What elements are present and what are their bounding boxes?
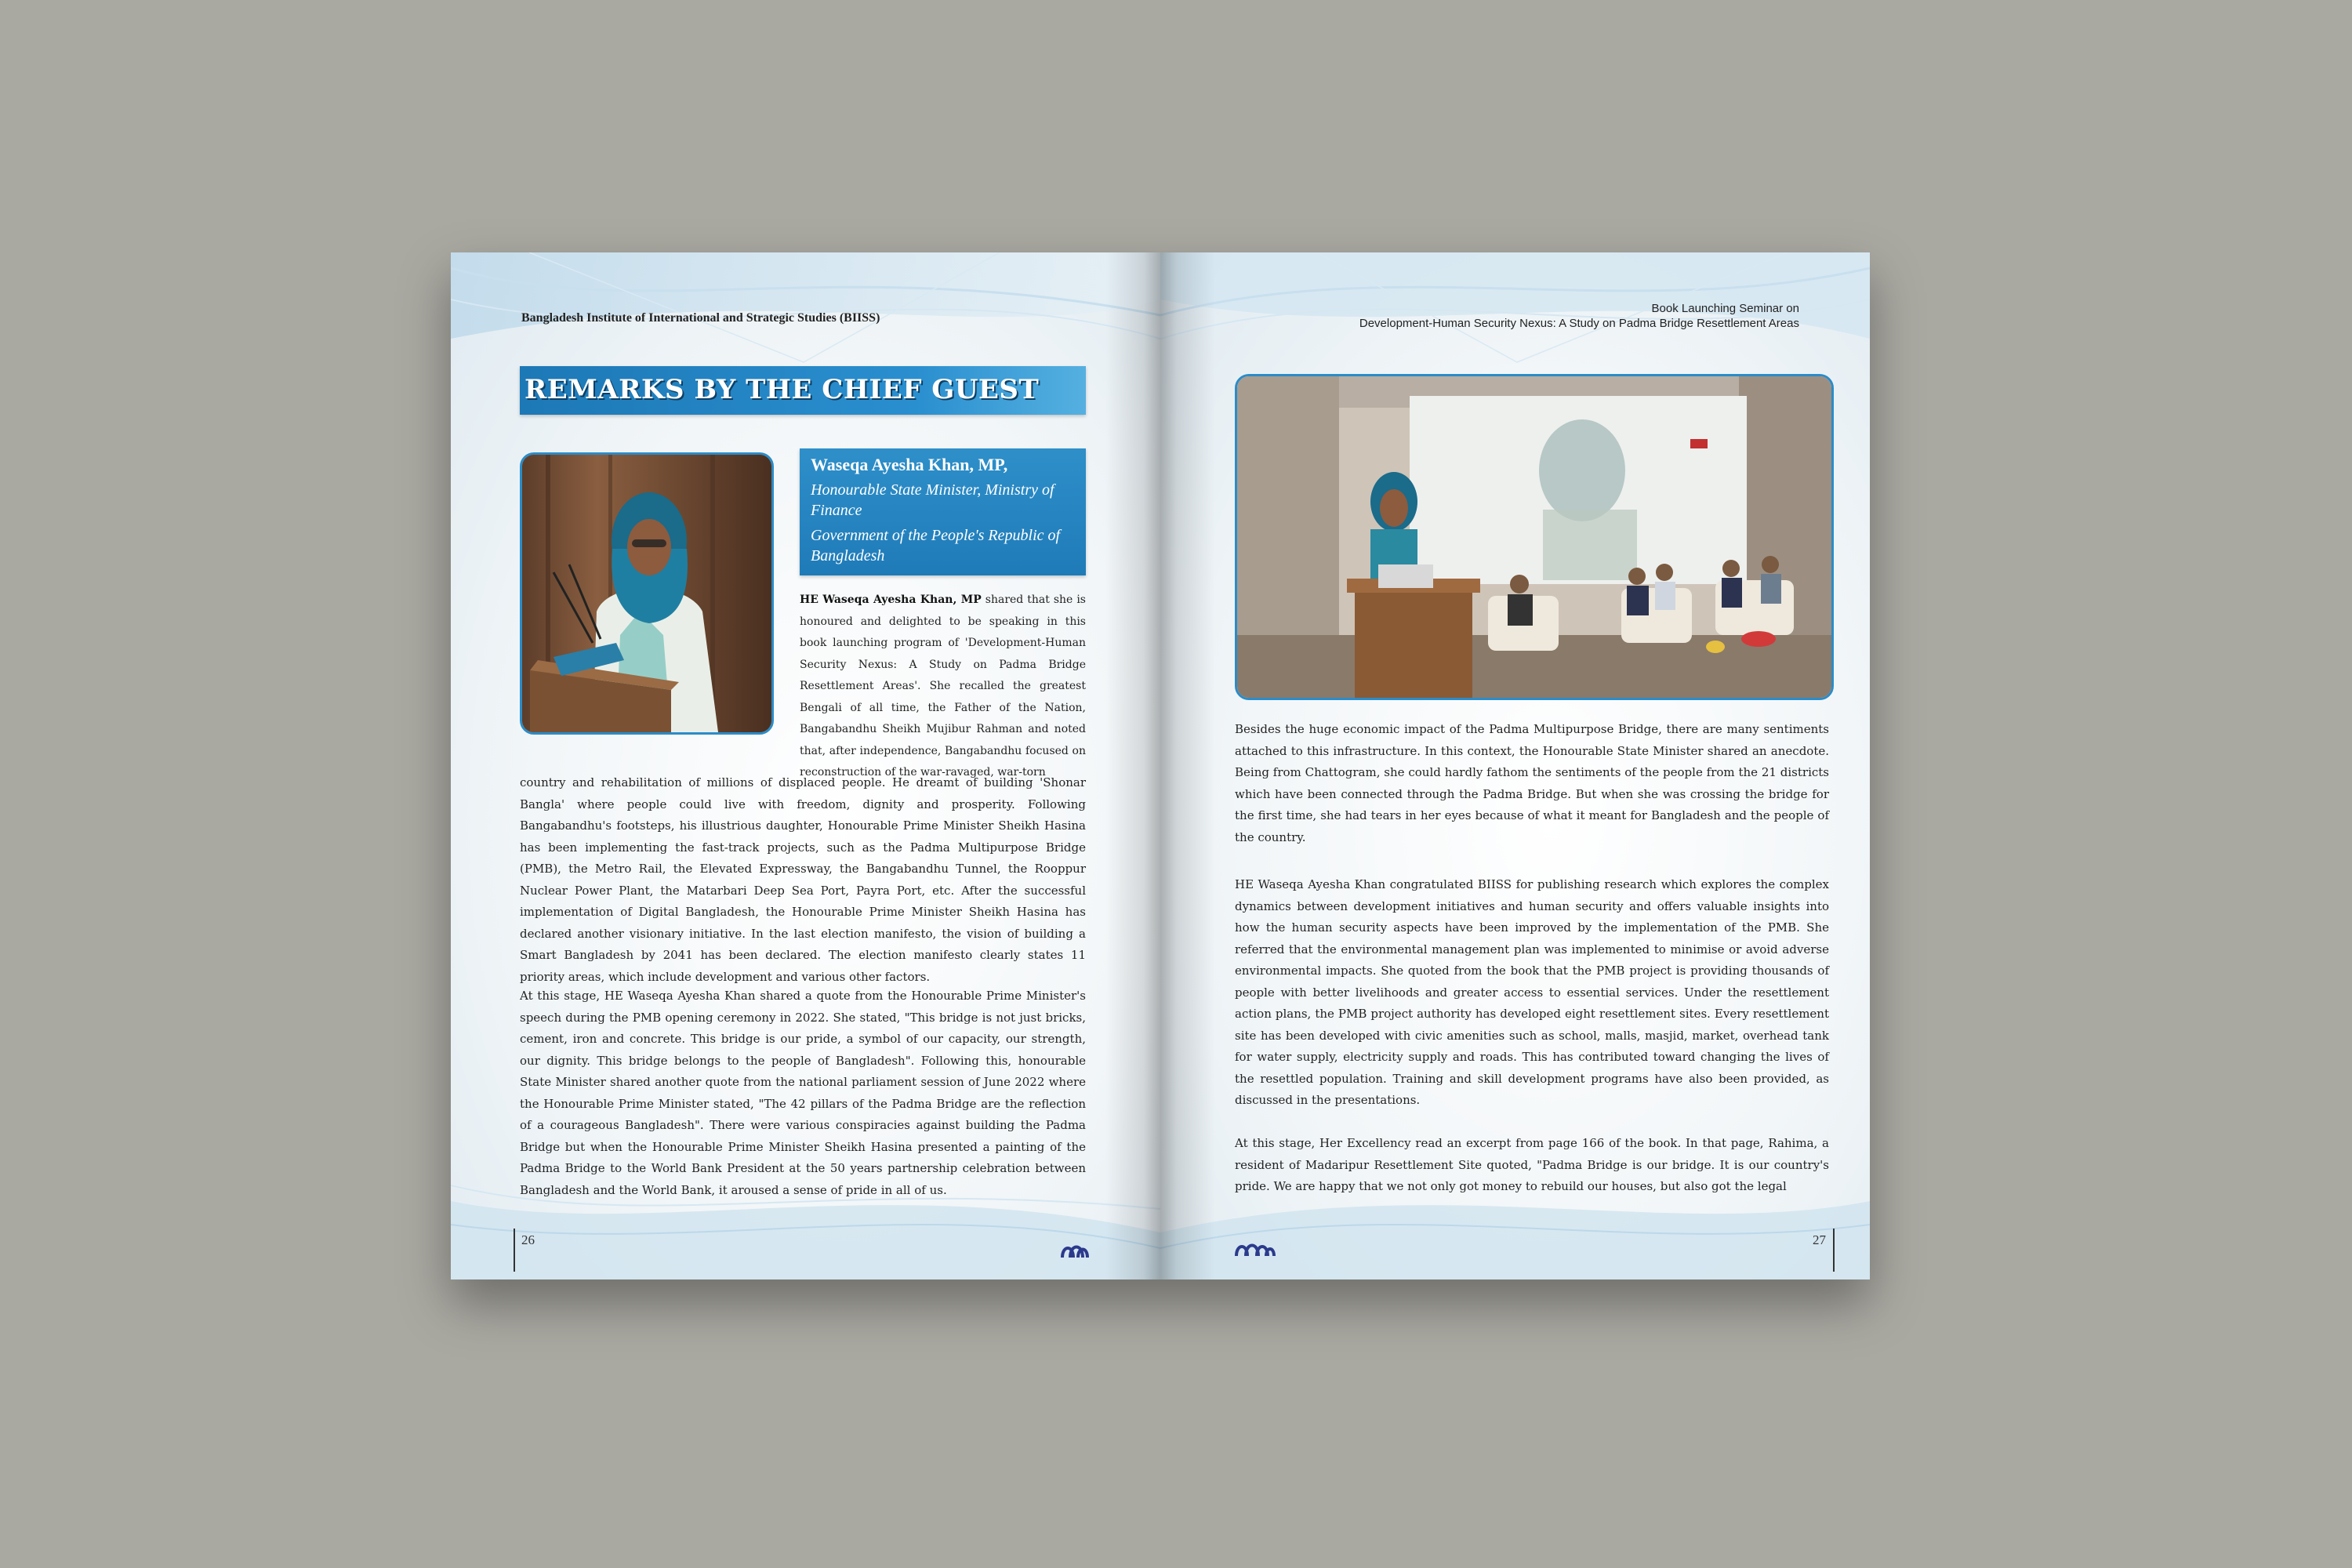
header-right-line2: Development-Human Security Nexus: A Study on Padma Bridge Resettlement Areas: [1359, 317, 1799, 330]
right-paragraph-2-text: HE Waseqa Ayesha Khan congratulated BIISS for publishing research which explores the complex dynamics between development initiatives and human security and offers valuable insights into how the human security aspects have been improved by the implementation of the PMB. She referred that the environmental management plan was implemented to minimise or avoid adverse environmental impacts. She quoted from the book that the PMB project is providing thousands of people with better livelihoods and greater access to essential services. Under the resettlement action plans, the PMB project authority has developed eight resettlement sites. Every resettlement site has been developed with civic amenities such as school, malls, masjid, market, overhead tank for water supply, electricity supply and roads. This has contributed toward changing the lives of the resettled population. Training and skill development programs have also been provided, as discussed in the presentations.: [1235, 877, 1829, 1107]
biiss-logo-icon: [1061, 1240, 1089, 1259]
page-number-left: 26: [521, 1232, 535, 1247]
intro-paragraph: [800, 590, 1086, 784]
right-paragraph-1: [1235, 719, 1829, 848]
header-right-line1: Book Launching Seminar on: [1651, 302, 1799, 315]
right-page: [1160, 252, 1870, 1279]
chief-guest-photo: [520, 452, 774, 735]
biiss-logo-icon-right: [1235, 1239, 1276, 1258]
open-book: [451, 252, 1870, 1279]
right-paragraph-3-text: At this stage, Her Excellency read an excerpt from page 166 of the book. In that page, Rahima, a resident of Madaripur Resettlement Site quoted, "Padma Bridge is our bridge. It is our country's pride. We are happy that we not only got money to rebuild our houses, but also got the legal: [1235, 1136, 1829, 1193]
guest-title-line4: Bangladesh: [811, 547, 885, 564]
paragraph-1-continued: [520, 772, 1086, 988]
seminar-photo: [1235, 374, 1834, 700]
paragraph-1-text: country and rehabilitation of millions of displaced people. He dreamt of building 'Shonar Bangla' where people could live with freedom, dignity and prosperity. Following Bangabandhu's footsteps, his illustrious daughter, Honourable Prime Minister Sheikh Hasina has been implementing the fast-track projects, such as the Padma Multipurpose Bridge (PMB), the Metro Rail, the Elevated Expressway, the Bangabandhu Tunnel, the Rooppur Nuclear Power Plant, the Matarbari Deep Sea Port, Payra Port, etc. After the successful implementation of Digital Bangladesh, the Honourable Prime Minister Sheikh Hasina has declared another visionary initiative. In the last election manifesto, the vision of building a Smart Bangladesh by 2041 has been declared. The election manifesto clearly states 11 priority areas, which include development and various other factors.: [520, 775, 1086, 984]
guest-title-line1: Honourable State Minister, Ministry of: [811, 481, 1054, 499]
left-page: [451, 252, 1160, 1279]
guest-title-line3: Government of the People's Republic of: [811, 527, 1061, 544]
paragraph-2: [520, 985, 1086, 1201]
right-paragraph-1-text: Besides the huge economic impact of the Padma Multipurpose Bridge, there are many sentiments attached to this infrastructure. In this context, the Honourable State Minister shared an anecdote. Being from Chattogram, she could hardly fathom the sentiments of the people from the 21 districts which have been connected through the Padma Bridge. But when she was crossing the bridge for the first time, she had tears in her eyes because of what it meant for Bangladesh and the people of the country.: [1235, 722, 1829, 844]
section-title: REMARKS BY THE CHIEF GUEST: [524, 374, 1040, 405]
intro-text: shared that she is honoured and delighted to be speaking in this book launching program of 'Development-Human Security Nexus: A Study on Padma Bridge Resettlement Areas'. She recalled the greatest Bengali of all time, the Father of the Nation, Bangabandhu Sheikh Mujibur Rahman and noted that, after independence, Bangabandhu focused on reconstruction of the war-ravaged, war-torn: [800, 593, 1086, 779]
page-marker-line-left: [514, 1229, 515, 1272]
right-paragraph-3: [1235, 1133, 1829, 1198]
right-gutter-shadow: [1160, 252, 1215, 1279]
page-number-right: 27: [1813, 1232, 1826, 1247]
paragraph-2-text: At this stage, HE Waseqa Ayesha Khan shared a quote from the Honourable Prime Minister's speech during the PMB opening ceremony in 2022. She stated, "This bridge is not just bricks, cement, iron and concrete. This bridge is our pride, a symbol of our capacity, our strength, our dignity. This bridge belongs to the people of Bangladesh". Following this, honourable State Minister shared another quote from the national parliament session of June 2022 where the Honourable Prime Minister stated, "The 42 pillars of the Padma Bridge are the reflection of a courageous Bangladesh". There were various conspiracies against building the Padma Bridge but when the Honourable Prime Minister Sheikh Hasina presented a painting of the Padma Bridge to the World Bank President at the 50 years partnership celebration between Bangladesh and the World Bank, it aroused a sense of pride in all of us.: [520, 989, 1086, 1197]
intro-bold-name: HE Waseqa Ayesha Khan, MP: [800, 593, 982, 606]
left-gutter-shadow: [1105, 252, 1160, 1279]
chief-guest-info-box: [800, 448, 1086, 575]
guest-name: Waseqa Ayesha Khan, MP,: [811, 455, 1008, 474]
page-marker-line-right: [1833, 1229, 1835, 1272]
running-header-left: Bangladesh Institute of International and Strategic Studies (BIISS): [521, 311, 880, 325]
guest-title-line2: Finance: [811, 502, 862, 519]
running-header-right: [1359, 301, 1799, 331]
section-title-banner: [520, 366, 1086, 415]
right-paragraph-2: [1235, 874, 1829, 1112]
